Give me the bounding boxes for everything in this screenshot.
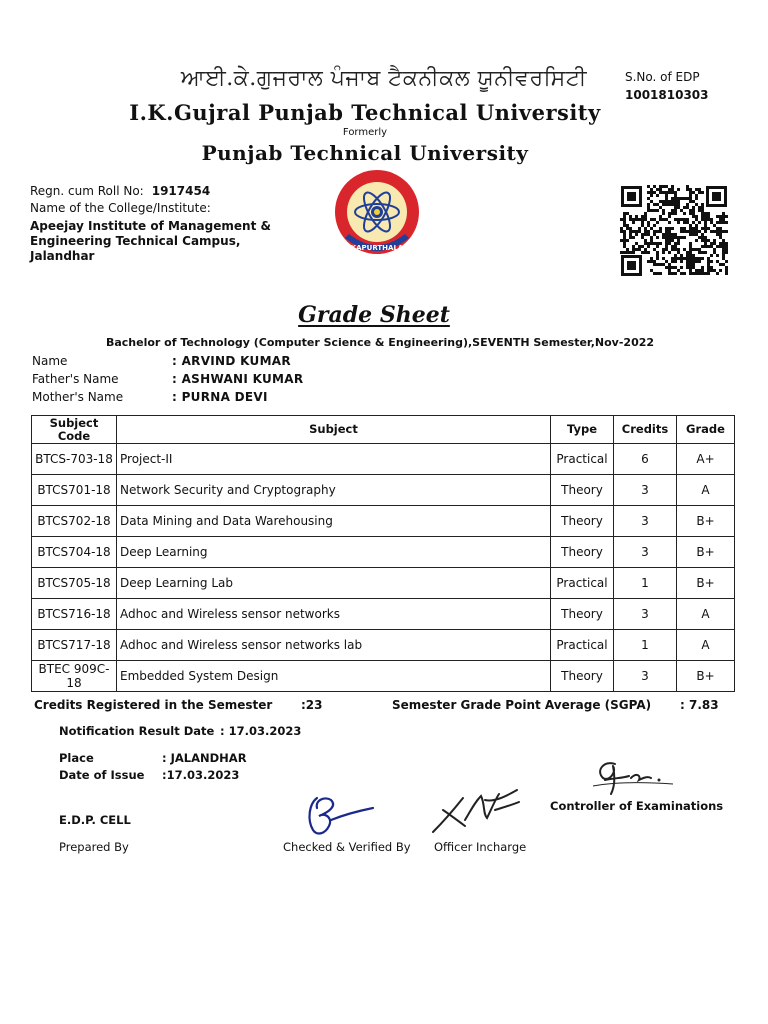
table-row xyxy=(32,475,735,506)
subject-code: BTCS716-18 xyxy=(32,599,117,630)
grade-sheet-title: Grade Sheet xyxy=(298,302,450,328)
place-label: Place xyxy=(59,751,94,765)
subject-name: Adhoc and Wireless sensor networks lab xyxy=(117,630,551,661)
university-name: I.K.Gujral Punjab Technical University xyxy=(129,100,601,125)
subject-name: Network Security and Cryptography xyxy=(117,475,551,506)
notification-date-label: Notification Result Date xyxy=(59,724,215,738)
subject-name: Adhoc and Wireless sensor networks xyxy=(117,599,551,630)
subject-name: Project-II xyxy=(117,444,551,475)
subject-code: BTCS705-18 xyxy=(32,568,117,599)
issue-date-value: :17.03.2023 xyxy=(162,768,240,782)
subject-type: Practical xyxy=(551,630,614,661)
subject-credits: 3 xyxy=(614,506,677,537)
subject-type: Theory xyxy=(551,506,614,537)
grades-table xyxy=(31,415,735,692)
column-header-grade: Grade xyxy=(677,416,735,444)
subject-name: Deep Learning xyxy=(117,537,551,568)
sno-label: S.No. of EDP xyxy=(625,70,700,84)
notification-date-value: : 17.03.2023 xyxy=(220,724,302,738)
column-header-subject: Subject xyxy=(117,416,551,444)
subject-grade: B+ xyxy=(677,506,735,537)
qr-finder-bottom-left xyxy=(621,255,642,276)
table-row xyxy=(32,599,735,630)
mother-name-label: Mother's Name xyxy=(32,390,124,404)
subject-type: Practical xyxy=(551,568,614,599)
name-label: Name xyxy=(32,354,68,368)
credits-registered-value: :23 xyxy=(301,698,323,712)
college-label: Name of the College/Institute: xyxy=(30,201,211,215)
column-header-credits: Credits xyxy=(614,416,677,444)
subject-name: Embedded System Design xyxy=(117,661,551,692)
subject-grade: B+ xyxy=(677,568,735,599)
subject-type: Practical xyxy=(551,444,614,475)
qr-finder-top-left xyxy=(621,186,642,207)
table-row xyxy=(32,537,735,568)
subject-credits: 1 xyxy=(614,568,677,599)
subject-type: Theory xyxy=(551,599,614,630)
officer-incharge-label: Officer Incharge xyxy=(434,840,527,854)
subject-grade: A xyxy=(677,475,735,506)
table-row xyxy=(32,506,735,537)
mother-name-value: : PURNA DEVI xyxy=(172,390,268,404)
controller-of-examinations: Controller of Examinations xyxy=(550,799,724,813)
university-logo xyxy=(331,168,423,260)
regn-label: Regn. cum Roll No: xyxy=(30,184,144,198)
prepared-by-label: Prepared By xyxy=(59,840,129,854)
subject-code: BTCS702-18 xyxy=(32,506,117,537)
subject-code: BTEC 909C-18 xyxy=(32,661,117,692)
subject-grade: A xyxy=(677,630,735,661)
sgpa-label: Semester Grade Point Average (SGPA) xyxy=(392,698,652,712)
subject-credits: 3 xyxy=(614,475,677,506)
logo-caption: KAPURTHALA xyxy=(350,244,404,252)
checked-verified-by-label: Checked & Verified By xyxy=(283,840,411,854)
subject-grade: B+ xyxy=(677,537,735,568)
credits-registered-label: Credits Registered in the Semester xyxy=(34,698,273,712)
subject-grade: A+ xyxy=(677,444,735,475)
subject-grade: A xyxy=(677,599,735,630)
name-value: : ARVIND KUMAR xyxy=(172,354,291,368)
subject-credits: 1 xyxy=(614,630,677,661)
officer-signature xyxy=(425,780,525,840)
column-header-type: Type xyxy=(551,416,614,444)
column-header-code: Subject Code xyxy=(32,416,117,444)
subject-name: Data Mining and Data Warehousing xyxy=(117,506,551,537)
subject-code: BTCS-703-18 xyxy=(32,444,117,475)
subject-type: Theory xyxy=(551,661,614,692)
subject-name: Deep Learning Lab xyxy=(117,568,551,599)
issue-date-label: Date of Issue xyxy=(59,768,145,782)
table-header-row xyxy=(32,416,735,444)
table-row xyxy=(32,568,735,599)
regn-value: 1917454 xyxy=(151,184,211,198)
table-row xyxy=(32,661,735,692)
subject-code: BTCS701-18 xyxy=(32,475,117,506)
formerly-label: Formerly xyxy=(342,127,388,138)
university-name-punjabi: ਆਈ.ਕੇ.ਗੁਜਰਾਲ ਪੰਜਾਬ ਟੈਕਨੀਕਲ ਯੂਨੀਵਰਸਿਟੀ xyxy=(180,66,588,91)
subject-type: Theory xyxy=(551,537,614,568)
qr-finder-top-right xyxy=(706,186,727,207)
sno-value: 1001810303 xyxy=(625,88,709,102)
table-row xyxy=(32,630,735,661)
father-name-label: Father's Name xyxy=(32,372,119,386)
former-university-name: Punjab Technical University xyxy=(201,141,529,165)
edp-cell-label: E.D.P. CELL xyxy=(59,813,131,827)
sgpa-value: : 7.83 xyxy=(680,698,719,712)
subject-code: BTCS704-18 xyxy=(32,537,117,568)
table-row xyxy=(32,444,735,475)
subject-credits: 3 xyxy=(614,537,677,568)
place-value: : JALANDHAR xyxy=(162,751,247,765)
father-name-value: : ASHWANI KUMAR xyxy=(172,372,304,386)
controller-signature xyxy=(585,752,680,797)
regn-roll-row xyxy=(30,184,210,198)
subject-credits: 3 xyxy=(614,661,677,692)
college-name: Apeejay Institute of Management & Engineering Technical Campus, Jalandhar xyxy=(30,219,271,263)
subject-code: BTCS717-18 xyxy=(32,630,117,661)
subject-credits: 3 xyxy=(614,599,677,630)
checked-by-signature xyxy=(295,790,380,840)
subject-credits: 6 xyxy=(614,444,677,475)
subject-grade: B+ xyxy=(677,661,735,692)
program-line: Bachelor of Technology (Computer Science & Engineering),SEVENTH Semester,Nov-2022 xyxy=(105,336,655,349)
qr-code xyxy=(620,185,728,277)
subject-type: Theory xyxy=(551,475,614,506)
